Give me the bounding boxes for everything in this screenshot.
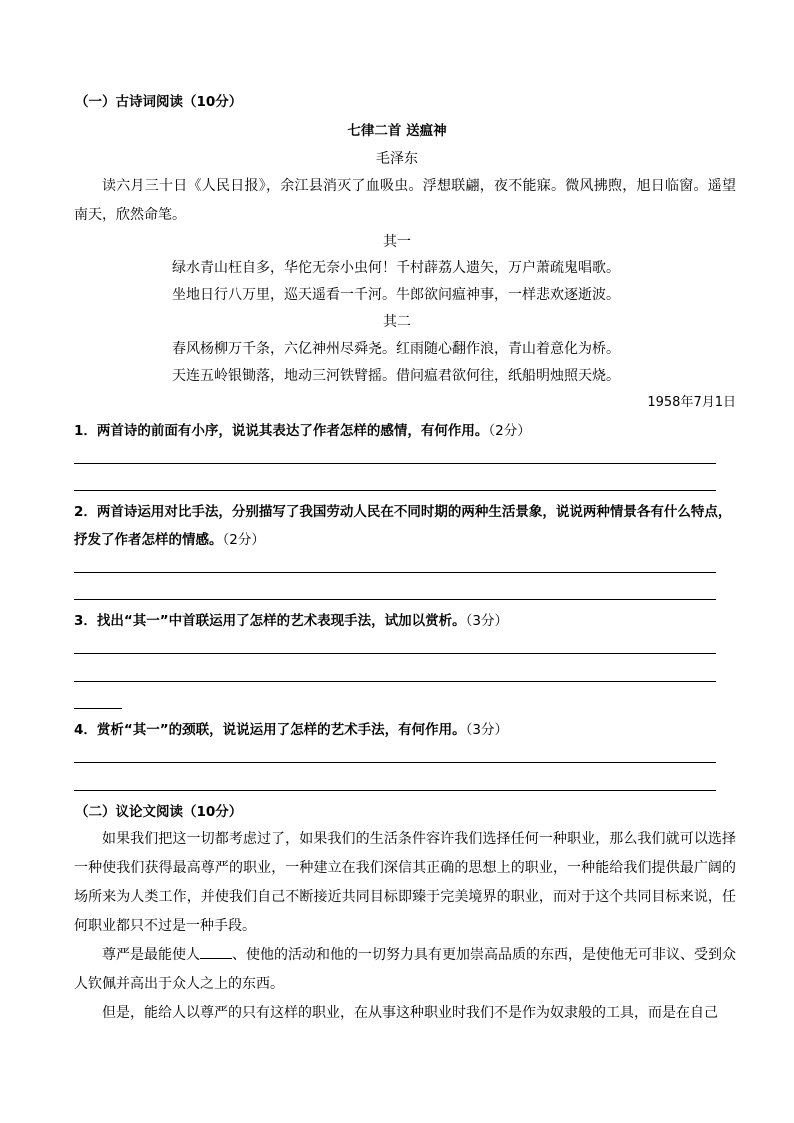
question-4-score: （3分） xyxy=(465,722,508,738)
essay-body xyxy=(74,825,736,1028)
essay-paragraph-2-start: 尊严是最能使人 xyxy=(102,947,200,963)
poem-date: 1958年7月1日 xyxy=(647,395,736,410)
essay-paragraph-2 xyxy=(74,941,736,999)
answer-line[interactable] xyxy=(74,572,716,573)
essay-paragraph-1: 如果我们把这一切都考虑过了，如果我们的生活条件容许我们选择任何一种职业，那么我们就可以选择一种使我们获得最高尊严的职业，一种建立在我们深信其正确的思想上的职业，一种能给我们提供最广阔的场所来为人类工作，并使我们自己不断接近共同目标即臻于完美境界的职业，而对于这个共同目标来说，任何职业都只不过是一种手段。 xyxy=(74,831,736,934)
question-3-score: （3分） xyxy=(465,613,508,629)
essay-paragraph-2-end: 、使他的活动和他的一切努力具有更加崇高品质的东西，是使他无可非议、受到众人钦佩并高出于众人之上的东西。 xyxy=(74,947,736,992)
question-1-score: （2分） xyxy=(488,423,531,439)
poem-part1-line-1: 绿水青山枉自多，华佗无奈小虫何！千村薜荔人遗矢，万户萧疏鬼唱歌。 xyxy=(172,260,620,276)
poem-preface xyxy=(74,172,736,230)
poem-preface-text: 读六月三十日《人民日报》，余江县消灭了血吸虫。浮想联翩，夜不能寐。微风拂煦，旭日临窗。遥望南天，欣然命笔。 xyxy=(74,178,736,223)
poem-part2-line-1: 春风杨柳万千条，六亿神州尽舜尧。红雨随心翻作浪，青山着意化为桥。 xyxy=(172,341,620,357)
question-1 xyxy=(74,417,736,445)
question-3 xyxy=(74,607,736,635)
answer-line[interactable] xyxy=(74,490,716,491)
question-1-text: 1．两首诗的前面有小序，说说其表达了作者怎样的感情，有何作用。 xyxy=(74,423,489,439)
poem-part1-title: 其一 xyxy=(383,234,411,250)
question-3-text: 3．找出“其一”中首联运用了怎样的艺术表现手法，试加以赏析。 xyxy=(74,613,466,629)
section-heading-poetry: （一）古诗词阅读（10分） xyxy=(75,94,243,110)
poem-author: 毛泽东 xyxy=(376,151,418,167)
answer-line[interactable] xyxy=(74,762,716,763)
fill-in-blank[interactable] xyxy=(200,944,232,959)
poem-title: 七律二首 送瘟神 xyxy=(347,123,447,139)
question-2-text: 2．两首诗运用对比手法，分别描写了我国劳动人民在不同时期的两种生活景象，说说两种情景各有什么特点，抒发了作者怎样的情感。 xyxy=(74,504,732,548)
poem-part2-line-2: 天连五岭银锄落，地动三河铁臂摇。借问瘟君欲何往，纸船明烛照天烧。 xyxy=(172,368,620,384)
poem-part2-title: 其二 xyxy=(383,314,411,330)
answer-line-short[interactable] xyxy=(74,708,122,709)
section-heading-essay: （二）议论文阅读（10分） xyxy=(75,804,243,820)
answer-line[interactable] xyxy=(74,681,716,682)
essay-paragraph-3: 但是，能给人以尊严的只有这样的职业，在从事这种职业时我们不是作为奴隶般的工具，而是在自己 xyxy=(102,1005,718,1021)
answer-line[interactable] xyxy=(74,599,716,600)
answer-line[interactable] xyxy=(74,790,716,791)
poem-part1-line-2: 坐地日行八万里，巡天遥看一千河。牛郎欲问瘟神事，一样悲欢逐逝波。 xyxy=(172,287,620,303)
answer-line[interactable] xyxy=(74,463,716,464)
answer-line[interactable] xyxy=(74,653,716,654)
question-4 xyxy=(74,716,736,744)
question-2-score: （2分） xyxy=(222,532,265,548)
question-2 xyxy=(74,498,736,554)
question-4-text: 4．赏析“其一”的颈联，说说运用了怎样的艺术手法，有何作用。 xyxy=(74,722,466,738)
